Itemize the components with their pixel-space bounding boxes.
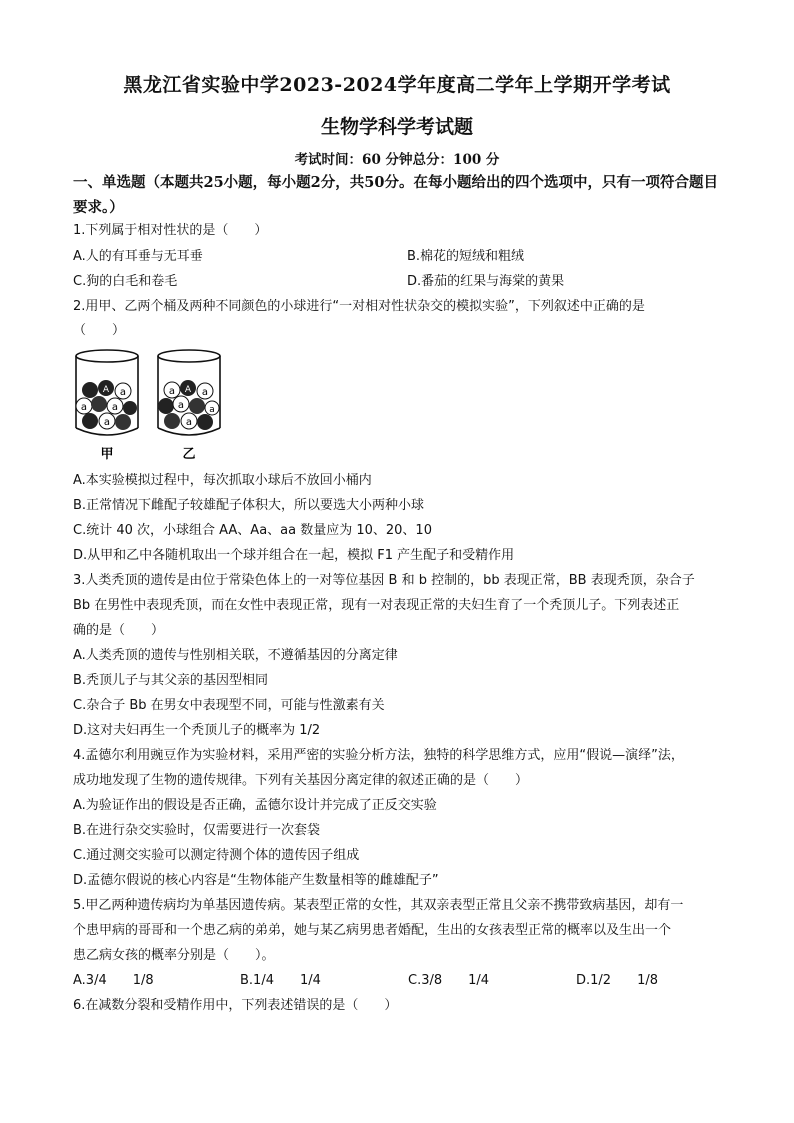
q5-stem-line2: 个患甲病的哥哥和一个患乙病的弟弟，她与某乙病男患者婚配，生出的女孩表型正常的概率以及生出一个: [73, 923, 672, 938]
q3-option-a: A.人类秃顶的遗传与性别相关联，不遵循基因的分离定律: [73, 648, 398, 663]
q2-stem-line2: （ ）: [73, 323, 126, 338]
q1-stem: 1.下列属于相对性状的是（ ）: [73, 223, 268, 238]
q5-stem-line3: 患乙病女孩的概率分别是（ ）。: [73, 948, 275, 963]
q1-option-c: C.狗的白毛和卷毛: [73, 274, 178, 289]
q3-stem-line2: Bb 在男性中表现秃顶，而在女性中表现正常，现有一对表现正常的夫妇生育了一个秃顶儿子。下列表述正: [73, 598, 680, 613]
bucket-yi: [158, 350, 220, 435]
ball-letter: a: [201, 387, 209, 398]
q6-stem: 6.在减数分裂和受精作用中，下列表述错误的是（ ）: [73, 998, 398, 1013]
q4-option-a: A.为验证作出的假设是否正确，孟德尔设计并完成了正反交实验: [73, 798, 437, 813]
q4-option-c: C.通过测交实验可以测定待测个体的遗传因子组成: [73, 848, 360, 863]
q3-stem-line3: 确的是（ ）: [73, 623, 165, 638]
ball-letter: a: [209, 405, 215, 415]
bucket-label-jia: 甲: [100, 447, 114, 462]
ball-letter: a: [80, 402, 88, 413]
q1-option-b: B.棉花的短绒和粗绒: [407, 249, 525, 264]
ball-letter: a: [111, 402, 119, 413]
q5-option-b: B.1/4 1/4: [240, 973, 321, 988]
balls-yi: [158, 380, 219, 430]
balls-jia: [76, 380, 137, 430]
ball-letter: A: [184, 385, 192, 395]
exam-subtitle: 生物学科学考试题: [320, 116, 473, 138]
q2-option-a: A.本实验模拟过程中，每次抓取小球后不放回小桶内: [73, 473, 372, 488]
q1-option-a: A.人的有耳垂与无耳垂: [73, 249, 203, 264]
q3-option-b: B.秃顶儿子与其父亲的基因型相同: [73, 673, 269, 688]
ball-letter: a: [185, 417, 193, 428]
q5-option-c: C.3/8 1/4: [408, 973, 490, 988]
q2-option-b: B.正常情况下雌配子较雄配子体积大，所以要选大小两种小球: [73, 498, 425, 513]
bucket-figure: [70, 346, 230, 466]
bucket-jia: [76, 350, 138, 435]
ball-letter: a: [103, 417, 111, 428]
ball-letter: a: [119, 387, 127, 398]
bucket-label-yi: 乙: [182, 447, 196, 462]
q5-option-d: D.1/2 1/8: [576, 973, 658, 988]
q5-option-a: A.3/4 1/8: [73, 973, 154, 988]
q1-option-d: D.番茄的红果与海棠的黄果: [407, 274, 565, 289]
q4-stem-line2: 成功地发现了生物的遗传规律。下列有关基因分离定律的叙述正确的是（ ）: [73, 773, 529, 788]
q4-option-d: D.孟德尔假说的核心内容是“生物体能产生数量相等的雌雄配子”: [73, 873, 439, 888]
q2-option-c: C.统计 40 次，小球组合 AA、Aa、aa 数量应为 10、20、10: [73, 523, 432, 538]
q3-option-d: D.这对夫妇再生一个秃顶儿子的概率为 1/2: [73, 723, 321, 738]
q5-stem-line1: 5.甲乙两种遗传病均为单基因遗传病。某表型正常的女性，其双亲表型正常且父亲不携带致病基因，却有一: [73, 898, 684, 913]
q2-option-d: D.从甲和乙中各随机取出一个球并组合在一起，模拟 F1 产生配子和受精作用: [73, 548, 515, 563]
q4-option-b: B.在进行杂交实验时，仅需要进行一次套袋: [73, 823, 321, 838]
ball-letter: a: [177, 400, 185, 411]
q3-stem-line1: 3.人类秃顶的遗传是由位于常染色体上的一对等位基因 B 和 b 控制的，bb 表现正常，BB 表现秃顶，杂合子: [73, 573, 695, 588]
ball-letter: a: [168, 386, 176, 397]
exam-title: 黑龙江省实验中学2023-2024学年度高二学年上学期开学考试: [123, 74, 671, 96]
exam-info: 考试时间：60 分钟总分：100 分: [294, 152, 500, 168]
section-heading: 一、单选题（本题共25小题，每小题2分，共50分。在每小题给出的四个选项中，只有一项符合题目要求。）: [73, 174, 718, 216]
ball-letter: A: [102, 385, 110, 395]
q4-stem-line1: 4.孟德尔利用豌豆作为实验材料，采用严密的实验分析方法，独特的科学思维方式，应用“假说—演绎”法，: [73, 748, 684, 763]
q2-stem-line1: 2.用甲、乙两个桶及两种不同颜色的小球进行“一对相对性状杂交的模拟实验”，下列叙述中正确的是: [73, 299, 645, 314]
q3-option-c: C.杂合子 Bb 在男女中表现型不同，可能与性激素有关: [73, 698, 385, 713]
